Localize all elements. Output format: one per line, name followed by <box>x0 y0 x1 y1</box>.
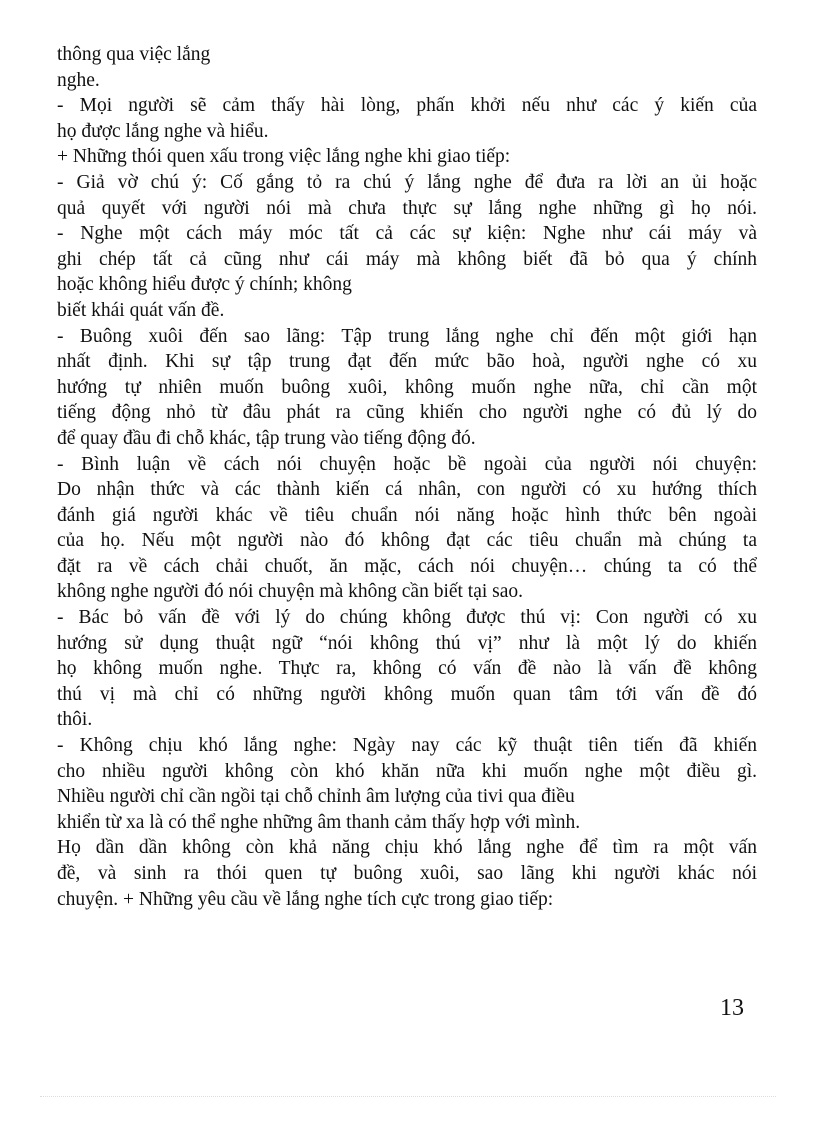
text-line: họ không muốn nghe. Thực ra, không có vấn đề nào là vấn đề không <box>57 658 757 680</box>
text-line: hướng tự nhiên muốn buông xuôi, không muốn nghe nữa, chỉ cần một <box>57 376 757 398</box>
text-line: của họ. Nếu một người nào đó không đạt các tiêu chuẩn mà chúng ta <box>57 530 757 552</box>
text-line: tiếng động nhỏ từ đâu phát ra cũng khiến cho người nghe có đủ lý do <box>57 402 757 424</box>
page-bottom-divider <box>40 1096 776 1097</box>
text-line: Họ dần dần không còn khả năng chịu khó lắng nghe để tìm ra một vấn <box>57 837 757 859</box>
text-line: - Bình luận về cách nói chuyện hoặc bề ngoài của người nói chuyện: <box>57 453 757 475</box>
text-line: quả quyết với người nói mà chưa thực sự lắng nghe những gì họ nói. <box>57 197 757 219</box>
text-line: chuyện. + Những yêu cầu về lắng nghe tích cực trong giao tiếp: <box>57 888 554 910</box>
text-line: ghi chép tất cả cũng như cái máy mà không biết đã bỏ qua ý chính <box>57 248 757 270</box>
text-line: Nhiều người chỉ cần ngồi tại chỗ chỉnh âm lượng của tivi qua điều <box>57 786 575 808</box>
document-body <box>57 42 757 912</box>
text-line: nghe. <box>57 69 100 91</box>
text-line: đặt ra về cách chải chuốt, ăn mặc, cách nói chuyện… chúng ta có thể <box>57 555 757 577</box>
page-number: 13 <box>720 995 744 1021</box>
text-line: hướng sử dụng thuật ngữ “nói không thú vị” như là một lý do khiến <box>57 632 757 654</box>
text-line: biết khái quát vấn đề. <box>57 299 225 321</box>
text-line: - Buông xuôi đến sao lãng: Tập trung lắng nghe chỉ đến một giới hạn <box>57 325 757 347</box>
text-line: hoặc không hiểu được ý chính; không <box>57 274 352 296</box>
text-line: - Mọi người sẽ cảm thấy hài lòng, phấn khởi nếu như các ý kiến của <box>57 95 757 117</box>
text-line: - Giả vờ chú ý: Cố gắng tỏ ra chú ý lắng nghe để đưa ra lời an ủi hoặc <box>57 171 757 193</box>
text-line: nhất định. Khi sự tập trung đạt đến mức bão hoà, người nghe có xu <box>57 351 757 373</box>
text-line: khiển từ xa là có thể nghe những âm thanh cảm thấy hợp với mình. <box>57 811 581 833</box>
text-line: Do nhận thức và các thành kiến cá nhân, con người có xu hướng thích <box>57 479 757 501</box>
text-line: - Bác bỏ vấn đề với lý do chúng không được thú vị: Con người có xu <box>57 607 757 629</box>
text-line: thông qua việc lắng <box>57 44 211 65</box>
section-heading: + Những thói quen xấu trong việc lắng nghe khi giao tiếp: <box>57 146 511 168</box>
text-line: - Không chịu khó lắng nghe: Ngày nay các kỹ thuật tiên tiến đã khiến <box>57 735 757 757</box>
text-line: họ được lắng nghe và hiểu. <box>57 120 269 142</box>
text-line: để quay đầu đi chỗ khác, tập trung vào tiếng động đó. <box>57 427 476 449</box>
text-line: thôi. <box>57 709 93 731</box>
text-line: - Nghe một cách máy móc tất cả các sự kiện: Nghe như cái máy và <box>57 223 757 245</box>
text-line: đánh giá người khác về tiêu chuẩn nói năng hoặc hình thức bên ngoài <box>57 504 757 526</box>
text-line: thú vị mà chỉ có những người không muốn quan tâm tới vấn đề đó <box>57 683 757 705</box>
text-line: không nghe người đó nói chuyện mà không cần biết tại sao. <box>57 581 524 603</box>
text-line: đề, và sinh ra thói quen tự buông xuôi, sao lãng khi người khác nói <box>57 863 757 884</box>
text-line: cho nhiều người không còn khó khăn nữa khi muốn nghe một điều gì. <box>57 760 757 782</box>
